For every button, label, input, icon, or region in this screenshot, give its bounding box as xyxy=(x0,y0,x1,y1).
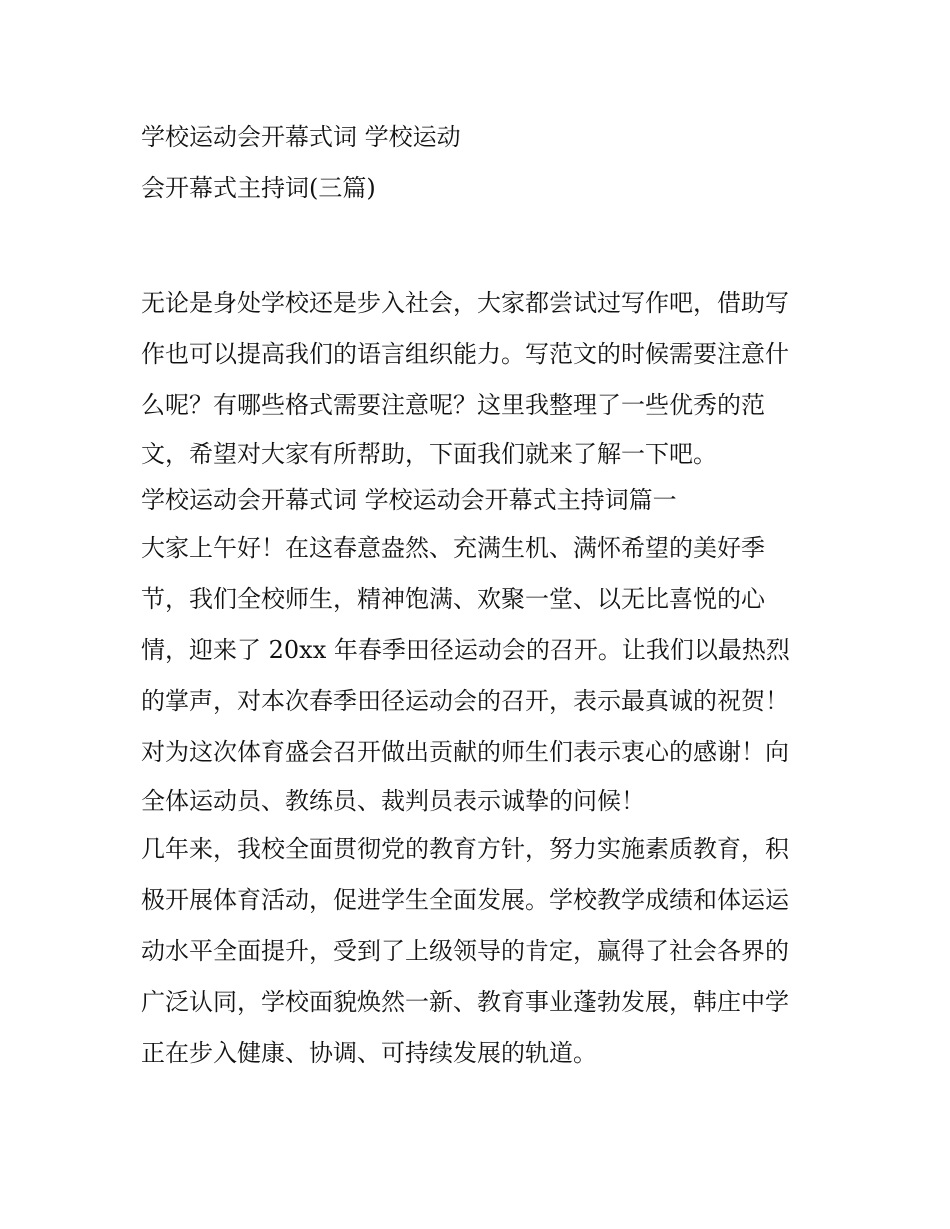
intro-line: 么呢？有哪些格式需要注意呢？这里我整理了一些优秀的范 xyxy=(141,391,765,419)
paragraph-line: 极开展体育活动，促进学生全面发展。学校教学成绩和体运运 xyxy=(141,886,789,914)
paragraph-line: 正在步入健康、协调、可持续发展的轨道。 xyxy=(141,1039,597,1067)
intro-line: 文，希望对大家有所帮助，下面我们就来了解一下吧。 xyxy=(141,440,717,468)
document-title xyxy=(141,112,821,214)
paragraph-line: 节，我们全校师生，精神饱满、欢聚一堂、以无比喜悦的心 xyxy=(141,585,765,613)
intro-line: 无论是身处学校还是步入社会，大家都尝试过写作吧，借助写 xyxy=(141,289,789,317)
paragraph-line: 几年来，我校全面贯彻党的教育方针，努力实施素质教育，积 xyxy=(141,835,789,863)
paragraph-line: 大家上午好！在这春意盎然、充满生机、满怀希望的美好季 xyxy=(141,534,765,562)
paragraph-line: 动水平全面提升，受到了上级领导的肯定，赢得了社会各界的 xyxy=(141,937,789,965)
paragraph-line: 对为这次体育盛会召开做出贡献的师生们表示衷心的感谢！向 xyxy=(141,738,789,766)
paragraph-1 xyxy=(141,523,821,824)
intro-paragraph xyxy=(141,278,821,477)
document-body xyxy=(141,278,821,1079)
title-line-2: 会开幕式主持词(三篇) xyxy=(141,174,376,202)
paragraph-line: 广泛认同，学校面貌焕然一新、教育事业蓬勃发展，韩庄中学 xyxy=(141,988,789,1016)
intro-line: 作也可以提高我们的语言组织能力。写范文的时候需要注意什 xyxy=(141,340,789,368)
paragraph-2 xyxy=(141,824,821,1079)
paragraph-line: 情，迎来了 20xx 年春季田径运动会的召开。让我们以最热烈 xyxy=(141,636,790,664)
title-line-1: 学校运动会开幕式词 学校运动 xyxy=(141,123,461,151)
section-heading: 学校运动会开幕式词 学校运动会开幕式主持词篇一 xyxy=(141,486,677,514)
paragraph-line: 的掌声，对本次春季田径运动会的召开，表示最真诚的祝贺！ xyxy=(141,687,789,715)
paragraph-line: 全体运动员、教练员、裁判员表示诚挚的问候！ xyxy=(141,787,645,815)
